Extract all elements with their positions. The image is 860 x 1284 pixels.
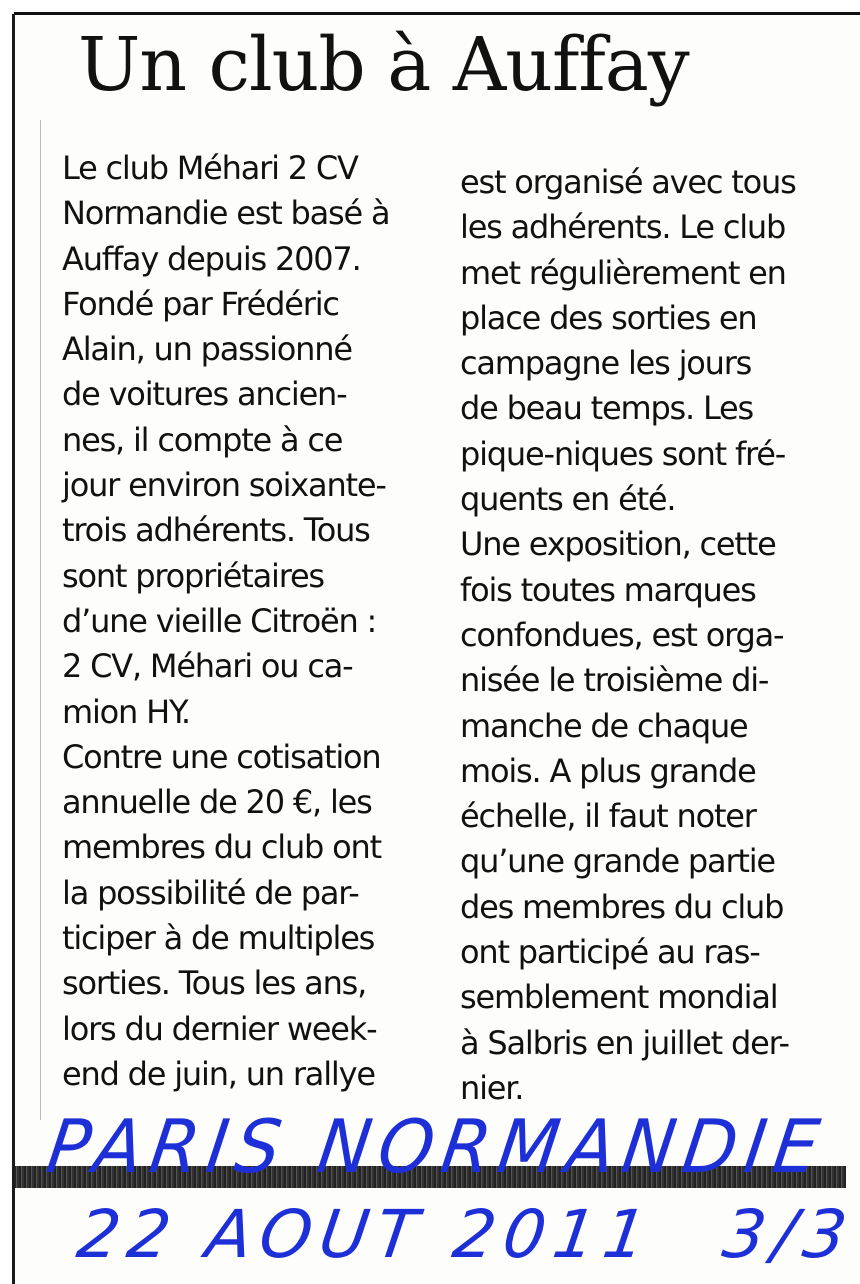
text-line: de voitures ancien- <box>62 375 347 414</box>
text-line: Contre une cotisation <box>62 737 381 776</box>
text-line: à Salbris en juillet der- <box>460 1023 789 1062</box>
column-rule <box>40 120 41 1120</box>
text-line: Alain, un passionné <box>62 330 352 369</box>
text-line: Une exposition, cette <box>460 525 776 564</box>
text-line: trois adhérents. Tous <box>62 511 370 550</box>
text-line: membres du club ont <box>62 828 381 867</box>
text-line: qu’une grande partie <box>460 842 775 881</box>
text-line: sont propriétaires <box>62 556 324 595</box>
text-line: confondues, est orga- <box>460 615 784 654</box>
text-line: ont participé au ras- <box>460 933 760 972</box>
text-line: pique-niques sont fré- <box>460 434 786 473</box>
text-line: 2 CV, Méhari ou ca- <box>62 647 353 686</box>
handwritten-page-number: 3/3 <box>718 1196 860 1273</box>
text-line: manche de chaque <box>460 706 748 745</box>
article-column-right <box>460 160 822 1111</box>
text-line: ticiper à de multiples <box>62 919 375 958</box>
text-line: Le club Méhari 2 CV <box>62 149 358 187</box>
text-line: semblement mondial <box>460 978 778 1017</box>
text-line: place des sorties en <box>460 298 757 337</box>
handwritten-source: PARIS NORMANDIE <box>41 1103 833 1191</box>
text-line: Normandie est basé à <box>62 194 390 233</box>
text-line: Fondé par Frédéric <box>62 284 339 323</box>
text-line: est organisé avec tous <box>460 163 796 201</box>
text-line: mion HY. <box>62 692 190 731</box>
text-line: des membres du club <box>460 887 784 926</box>
text-line: échelle, il faut noter <box>460 797 756 836</box>
text-line: campagne les jours <box>460 344 752 383</box>
text-line: nisée le troisième di- <box>460 661 769 700</box>
text-line: nes, il compte à ce <box>62 420 343 459</box>
text-line: d’une vieille Citroën : <box>62 601 377 640</box>
article-headline: Un club à Auffay <box>78 22 689 108</box>
scan-edge-left <box>12 14 15 1284</box>
text-line: sorties. Tous les ans, <box>62 964 367 1003</box>
text-line: mois. A plus grande <box>460 751 756 790</box>
text-line: de beau temps. Les <box>460 389 753 428</box>
scan-edge-top <box>14 12 860 15</box>
text-line: annuelle de 20 €, les <box>62 783 372 822</box>
text-line: quents en été. <box>460 480 676 519</box>
text-line: fois toutes marques <box>460 570 756 609</box>
handwritten-date-line <box>73 1196 860 1273</box>
text-line: met régulièrement en <box>460 253 786 292</box>
text-line: lors du dernier week- <box>62 1009 377 1048</box>
text-line: end de juin, un rallye <box>62 1054 375 1093</box>
text-line: la possibilité de par- <box>62 873 359 912</box>
text-line: Auffay depuis 2007. <box>62 239 361 278</box>
text-line: jour environ soixante- <box>62 466 386 505</box>
text-line: nier. <box>460 1068 524 1107</box>
handwritten-date: 22 AOUT 2011 <box>72 1196 660 1273</box>
text-line: les adhérents. Le club <box>460 208 786 247</box>
article-column-left <box>62 146 418 1097</box>
